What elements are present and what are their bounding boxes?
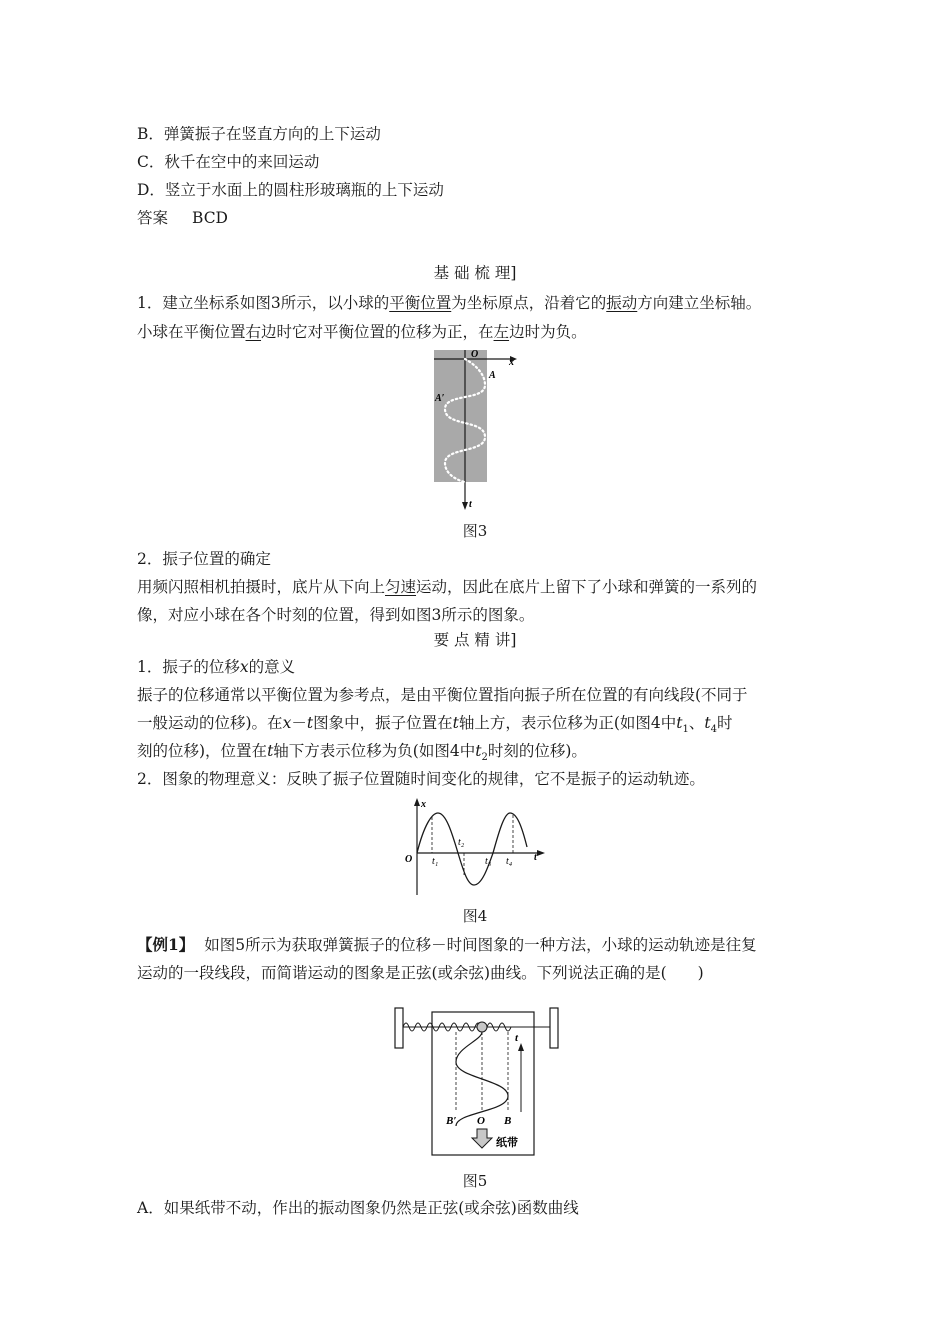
figure-5-caption: 图5 (462, 1172, 488, 1190)
option-b: B．弹簧振子在竖直方向的上下运动 (137, 125, 381, 143)
fig4-label-t: t (534, 852, 537, 863)
fig3-label-a: A (489, 370, 496, 381)
answer-value: BCD (192, 209, 228, 227)
fig4-label-t2: t₂ (458, 837, 465, 848)
fig5-label-tape: 纸带 (496, 1136, 518, 1149)
fig4-label-x: x (421, 799, 426, 810)
fig5-label-t: t (515, 1032, 519, 1044)
figure-4 (402, 795, 552, 897)
option-d: D．竖立于水面上的圆柱形玻璃瓶的上下运动 (137, 181, 444, 199)
fig4-sine-curve (417, 813, 527, 885)
fig3-label-o: O (471, 349, 479, 360)
fig3-label-t: t (469, 499, 472, 510)
basics-para-2: 小球在平衡位置右边时它对平衡位置的位移为正，在左边时为负。 (137, 323, 587, 341)
keypoints-para-3: 刻的位移)，位置在t轴下方表示位移为负(如图4中$t_2$时刻的位移)。 (137, 742, 587, 764)
fig4-label-t4: t₄ (506, 856, 513, 867)
down-arrow-icon (472, 1129, 492, 1148)
answer-label: 答案 (137, 209, 169, 227)
fig4-label-t1: t₁ (432, 856, 439, 867)
basics-para-1: 1．建立坐标系如图3所示，以小球的平衡位置为坐标原点，沿着它的振动方向建立坐标轴。 (137, 294, 762, 312)
section-title-basics: 基 础 梳 理] (433, 264, 517, 282)
keypoints-para-2: 一般运动的位移)。在x－t图象中，振子位置在t轴上方，表示位移为正(如图4中$t_1$、$t_4$时 (137, 714, 733, 736)
fig4-label-t3: t₃ (485, 856, 492, 867)
keypoints-heading-1: 1．振子的位移x的意义 (137, 658, 296, 676)
option-a: A．如果纸带不动，作出的振动图象仍然是正弦(或余弦)函数曲线 (137, 1199, 579, 1217)
fig5-label-o: O (477, 1115, 485, 1127)
fig3-label-x: x (509, 357, 514, 368)
figure-3-caption: 图3 (462, 522, 488, 540)
example-para-2: 运动的一段线段，而简谐运动的图象是正弦(或余弦)曲线。下列说法正确的是( ) (137, 964, 704, 982)
ball (477, 1022, 487, 1032)
answer-line (137, 208, 228, 228)
fig5-label-b: B (504, 1115, 512, 1127)
fig3-label-a-prime: A′ (435, 393, 445, 404)
t-arrow-head (518, 1043, 524, 1051)
keypoints-heading-2: 2．图象的物理意义：反映了振子位置随时间变化的规律，它不是振子的运动轨迹。 (137, 770, 705, 788)
left-wall (395, 1008, 403, 1048)
basics-heading-2: 2．振子位置的确定 (137, 550, 271, 568)
figure-3 (425, 345, 525, 515)
right-wall (550, 1008, 558, 1048)
basics-para-3: 用频闪照相机拍摄时，底片从下向上匀速运动，因此在底片上留下了小球和弹簧的一系列的 (137, 578, 758, 596)
fig4-label-o: O (405, 854, 413, 865)
fig5-label-b-prime: B′ (446, 1115, 457, 1127)
figure-5 (390, 1000, 570, 1162)
t-axis-arrow (462, 502, 468, 510)
option-c: C．秋千在空中的来回运动 (137, 153, 320, 171)
figure-4-caption: 图4 (462, 907, 488, 925)
example-para-1: 【例1】 如图5所示为获取弹簧振子的位移－时间图象的一种方法，小球的运动轨迹是往复 (137, 935, 757, 954)
basics-para-4: 像，对应小球在各个时刻的位置，得到如图3所示的图象。 (137, 606, 535, 624)
section-title-keypoints: 要 点 精 讲] (433, 631, 517, 649)
keypoints-para-1: 振子的位移通常以平衡位置为参考点，是由平衡位置指向振子所在位置的有向线段(不同于 (137, 686, 748, 704)
example-tag: 【例1】 (137, 935, 195, 954)
